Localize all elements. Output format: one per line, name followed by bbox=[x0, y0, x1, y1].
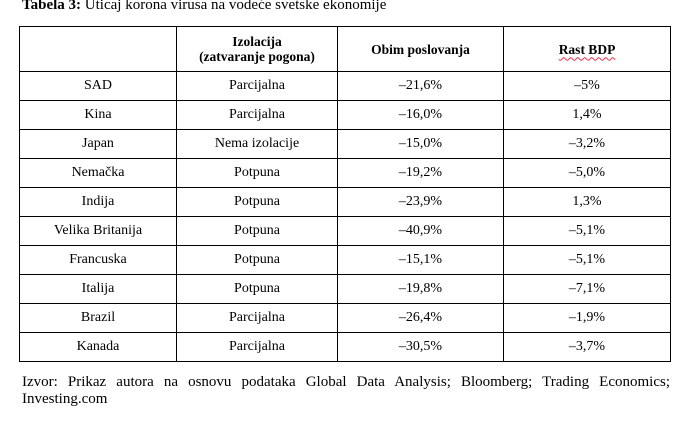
cell-country: Kanada bbox=[20, 333, 177, 362]
cell-country: Japan bbox=[20, 130, 177, 159]
table-caption bbox=[22, 0, 386, 14]
cell-country: Velika Britanija bbox=[20, 217, 177, 246]
header-isolation-line1: Izolacija bbox=[232, 34, 282, 49]
cell-country: Kina bbox=[20, 101, 177, 130]
cell-volume: –15,0% bbox=[338, 130, 504, 159]
header-isolation bbox=[177, 27, 338, 72]
table-caption-text: Uticaj korona virusa na vodeće svetske ekonomije bbox=[81, 0, 387, 13]
table-row bbox=[20, 130, 671, 159]
header-volume: Obim poslovanja bbox=[338, 27, 504, 72]
cell-country: Brazil bbox=[20, 304, 177, 333]
table-row bbox=[20, 304, 671, 333]
cell-volume: –40,9% bbox=[338, 217, 504, 246]
cell-gdp: 1,3% bbox=[504, 188, 671, 217]
table-row bbox=[20, 101, 671, 130]
cell-country: Indija bbox=[20, 188, 177, 217]
table-row bbox=[20, 159, 671, 188]
table-row bbox=[20, 275, 671, 304]
cell-volume: –23,9% bbox=[338, 188, 504, 217]
cell-isolation: Potpuna bbox=[177, 275, 338, 304]
cell-isolation: Parcijalna bbox=[177, 101, 338, 130]
cell-volume: –16,0% bbox=[338, 101, 504, 130]
cell-volume: –30,5% bbox=[338, 333, 504, 362]
header-country bbox=[20, 27, 177, 72]
cell-isolation: Potpuna bbox=[177, 188, 338, 217]
cell-isolation: Potpuna bbox=[177, 246, 338, 275]
cell-gdp: –5% bbox=[504, 72, 671, 101]
cell-volume: –26,4% bbox=[338, 304, 504, 333]
cell-gdp: –5,1% bbox=[504, 246, 671, 275]
table-row bbox=[20, 333, 671, 362]
cell-gdp: –1,9% bbox=[504, 304, 671, 333]
cell-isolation: Parcijalna bbox=[177, 333, 338, 362]
table-header-row bbox=[20, 27, 671, 72]
cell-isolation: Parcijalna bbox=[177, 72, 338, 101]
cell-country: SAD bbox=[20, 72, 177, 101]
table-row bbox=[20, 188, 671, 217]
cell-gdp: –5,0% bbox=[504, 159, 671, 188]
cell-gdp: –3,7% bbox=[504, 333, 671, 362]
table-row bbox=[20, 217, 671, 246]
cell-gdp: –3,2% bbox=[504, 130, 671, 159]
header-isolation-line2: (zatvaranje pogona) bbox=[199, 49, 315, 64]
cell-gdp: –5,1% bbox=[504, 217, 671, 246]
cell-country: Nemačka bbox=[20, 159, 177, 188]
cell-gdp: 1,4% bbox=[504, 101, 671, 130]
table-row bbox=[20, 246, 671, 275]
covid-economy-table bbox=[19, 26, 671, 362]
cell-volume: –19,8% bbox=[338, 275, 504, 304]
cell-volume: –19,2% bbox=[338, 159, 504, 188]
table-caption-label: Tabela 3: bbox=[22, 0, 82, 13]
cell-volume: –21,6% bbox=[338, 72, 504, 101]
header-gdp-label: Rast BDP bbox=[558, 41, 616, 57]
header-gdp bbox=[504, 27, 671, 72]
cell-isolation: Potpuna bbox=[177, 159, 338, 188]
cell-country: Francuska bbox=[20, 246, 177, 275]
table-row bbox=[20, 72, 671, 101]
cell-gdp: –7,1% bbox=[504, 275, 671, 304]
source-note: Izvor: Prikaz autora na osnovu podataka Global Data Analysis; Bloomberg; Trading Economics; Investing.com bbox=[22, 374, 670, 407]
cell-isolation: Potpuna bbox=[177, 217, 338, 246]
cell-isolation: Nema izolacije bbox=[177, 130, 338, 159]
cell-volume: –15,1% bbox=[338, 246, 504, 275]
cell-country: Italija bbox=[20, 275, 177, 304]
cell-isolation: Parcijalna bbox=[177, 304, 338, 333]
